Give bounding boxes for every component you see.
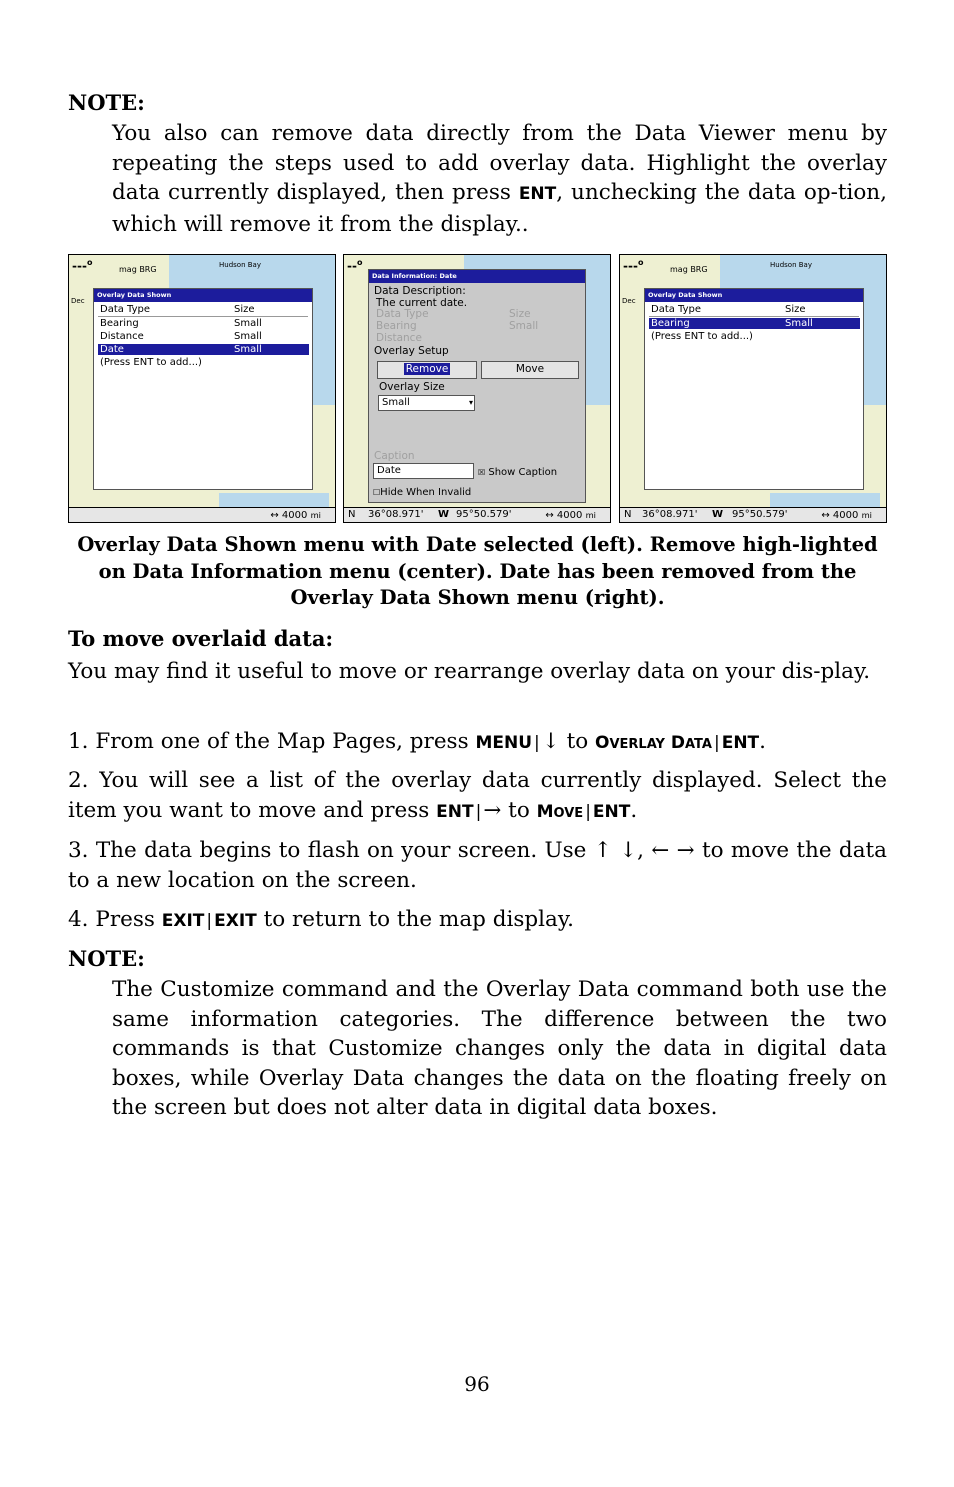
status-bar: ↔ 4000 mi [69, 507, 335, 522]
move-button[interactable]: Move [481, 361, 579, 379]
status-bar: N 36°08.971' W 95°50.579' ↔ 4000 mi [620, 507, 886, 522]
ent-key: ENT [518, 184, 557, 204]
step-3: 3. The data begins to flash on your screen. Use ↑ ↓, ← → to move the data to a new location on the screen. [68, 838, 887, 893]
step-2: 2. You will see a list of the overlay data currently displayed. Select the item you want to move and press ENT |→ to MOVE | ENT. [68, 768, 887, 823]
screenshot-right: ---$^o$ mag BRG Hudson Bay Dec Overlay Data Shown Data Type Size Bearing Small (Press ENT to add...) N 36°08.971' W 95°50.579' ↔ 4000 mi [619, 254, 887, 523]
remove-button[interactable]: Remove [377, 361, 477, 379]
step-4: 4. Press EXIT | EXIT to return to the map display. [68, 907, 574, 932]
row-distance[interactable]: Distance [100, 331, 144, 342]
row-date-selected[interactable]: Date Small [98, 344, 309, 355]
overlay-size-select[interactable]: Small ▾ [378, 395, 475, 411]
screenshot-center: --$^o$ Data Information: Date Data Description: The current date. Data Type Size Bearing Small Distance Overlay Setup Remove Move Overlay Size Small ▾ Caption Date ☒ Show Caption ☐Hide When Invalid N 36°08.971' W 95°50.579' ↔ 4000 mi [343, 254, 611, 523]
figure-caption: Overlay Data Shown menu with Date selected (left). Remove high-lighted on Data Information menu (center). Date has been removed from the Overlay Data Shown menu (right). [77, 533, 878, 609]
data-information-dialog: Data Information: Date Data Description: The current date. Data Type Size Bearing Small Distance Overlay Setup Remove Move Overlay Size Small ▾ Caption [368, 269, 586, 503]
section-heading: To move overlaid data: [68, 626, 334, 651]
row-bearing[interactable]: Bearing [100, 318, 139, 329]
page-number: 96 [464, 1372, 490, 1396]
intro-paragraph: You may find it useful to move or rearrange overlay data on your dis-play. [68, 659, 871, 684]
show-caption-checkbox[interactable]: ☒ Show Caption [478, 467, 558, 478]
note-paragraph: The Customize command and the Overlay Data command both use the same information categories. The difference between the two commands is that Customize changes only the data in digital data boxes, while Overlay Data changes the data on the floating freely on the screen but does not alter data in digital data boxes. [112, 977, 887, 1120]
overlay-data-dialog: Overlay Data Shown Data Type Size Bearing Small (Press ENT to add...) [644, 288, 864, 490]
overlay-data-dialog: Overlay Data Shown Data Type Size Bearing Small Distance Small Date Small (Press ENT to add...) [93, 288, 313, 490]
hide-when-invalid-checkbox[interactable]: ☐Hide When Invalid [373, 487, 472, 498]
note-heading: NOTE: [68, 946, 145, 971]
step-1: 1. From one of the Map Pages, press MENU |↓ to OVERLAY DATA | ENT. [68, 729, 766, 754]
status-bar: N 36°08.971' W 95°50.579' ↔ 4000 mi [344, 507, 610, 522]
note-paragraph: You also can remove data directly from the Data Viewer menu by repeating the steps used to add overlay data. Highlight the overlay data currently displayed, then press ENT, unchecking the data op-tion, which will remove it from the display.. [112, 121, 887, 237]
note-heading: NOTE: [68, 90, 145, 115]
screenshot-left: ---$^o$ mag BRG Hudson Bay Dec Overlay Data Shown Data Type Size Bearing Small Distance Small Date Small (Press ENT to add...) ↔ 4000 mi [68, 254, 336, 523]
caption-field[interactable]: Date [373, 463, 474, 479]
row-bearing-selected[interactable]: Bearing Small [649, 318, 860, 329]
